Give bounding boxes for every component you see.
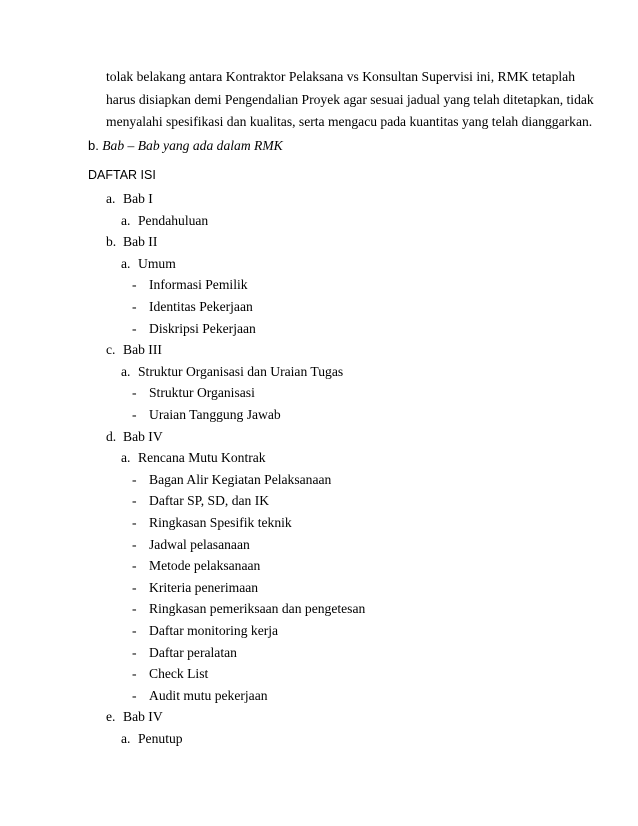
- toc-item-marker: d.: [106, 428, 117, 444]
- toc-item-marker: -: [132, 277, 137, 293]
- section-subheading: [88, 135, 283, 157]
- toc-item-marker: -: [132, 320, 137, 336]
- toc-item-marker: -: [132, 666, 137, 682]
- toc-item-marker: a.: [106, 191, 116, 206]
- paragraph-line: tolak belakang antara Kontraktor Pelaksana vs Konsultan Supervisi ini, RMK tetaplah: [106, 69, 575, 84]
- toc-item: [121, 447, 266, 468]
- toc-item: [132, 534, 250, 555]
- toc-item-marker: -: [132, 687, 137, 703]
- toc-item-marker: e.: [106, 709, 116, 725]
- toc-item-marker: a.: [121, 212, 131, 228]
- toc-item: [132, 555, 260, 576]
- subheading-title: Bab – Bab yang ada dalam RMK: [102, 138, 283, 153]
- toc-item-label: Rencana Mutu Kontrak: [138, 450, 266, 466]
- toc-item-label: Struktur Organisasi: [149, 385, 255, 401]
- toc-item-label: Informasi Pemilik: [149, 277, 248, 293]
- toc-item-marker: -: [132, 558, 137, 574]
- toc-item-marker: -: [132, 385, 137, 401]
- toc-item: [132, 642, 237, 663]
- toc-item: [132, 598, 365, 619]
- toc-item-marker: -: [132, 471, 137, 487]
- toc-item-label: Kriteria penerimaan: [149, 579, 259, 595]
- intro-paragraph: [106, 66, 594, 134]
- toc-item-label: Daftar peralatan: [149, 644, 237, 660]
- toc-item-marker: a.: [121, 255, 131, 271]
- toc-item-label: Bab III: [123, 342, 162, 358]
- toc-item-label: Ringkasan pemeriksaan dan pengetesan: [149, 601, 366, 617]
- toc-item-label: Diskripsi Pekerjaan: [149, 320, 256, 336]
- toc-item: [132, 469, 331, 490]
- toc-item-marker: -: [132, 515, 137, 530]
- toc-item: [132, 382, 255, 403]
- subheading-marker: b.: [88, 138, 99, 153]
- toc-item-marker: a.: [121, 450, 131, 466]
- toc-item: [132, 274, 248, 295]
- toc-item-marker: -: [132, 299, 137, 314]
- toc-item: [106, 426, 163, 447]
- toc-item-label: Struktur Organisasi dan Uraian Tugas: [138, 363, 344, 379]
- toc-item-marker: -: [132, 644, 137, 660]
- toc-item-label: Bab IV: [123, 709, 163, 725]
- toc-item-marker: -: [132, 579, 137, 595]
- toc-item-label: Metode pelaksanaan: [149, 558, 261, 574]
- toc-item: [132, 577, 258, 598]
- toc-item-marker: -: [132, 536, 137, 552]
- toc-item-label: Uraian Tanggung Jawab: [149, 407, 281, 422]
- toc-item-marker: -: [132, 493, 137, 509]
- toc-item-label: Bab II: [123, 234, 158, 250]
- toc-item-marker: a.: [121, 363, 131, 379]
- toc-item-label: Umum: [138, 255, 176, 271]
- toc-item-marker: -: [132, 407, 137, 422]
- toc-item: [106, 339, 162, 360]
- toc-item-marker: -: [132, 601, 137, 617]
- toc-item-label: Bab I: [123, 191, 153, 206]
- toc-item-label: Daftar monitoring kerja: [149, 623, 279, 638]
- toc-item: [106, 231, 157, 252]
- toc-item-label: Pendahuluan: [138, 212, 209, 228]
- toc-item: [132, 318, 256, 339]
- toc-item-marker: b.: [106, 234, 117, 250]
- toc-item-label: Check List: [149, 666, 209, 682]
- toc-item: [132, 512, 292, 533]
- toc-item: [121, 210, 208, 231]
- toc-item-marker: -: [132, 623, 137, 638]
- toc-item: [106, 188, 153, 209]
- toc-item-label: Bab IV: [123, 428, 163, 444]
- toc-item-label: Daftar SP, SD, dan IK: [149, 493, 270, 509]
- toc-item: [132, 490, 269, 511]
- toc-title: DAFTAR ISI: [88, 168, 156, 182]
- toc-item-label: Bagan Alir Kegiatan Pelaksanaan: [149, 471, 332, 487]
- toc-item: [106, 706, 163, 727]
- toc-item: [132, 663, 208, 684]
- toc-item-label: Penutup: [138, 731, 183, 746]
- toc-item: [132, 296, 253, 317]
- toc-item: [121, 361, 343, 382]
- toc-item-label: Ringkasan Spesifik teknik: [149, 515, 292, 530]
- toc-item: [132, 620, 278, 641]
- paragraph-line: harus disiapkan demi Pengendalian Proyek agar sesuai jadual yang telah ditetapkan, tidak: [106, 91, 594, 107]
- toc-item-label: Audit mutu pekerjaan: [149, 687, 268, 703]
- toc-item-marker: c.: [106, 342, 116, 358]
- toc-item-label: Identitas Pekerjaan: [149, 299, 253, 314]
- toc-item-marker: a.: [121, 731, 131, 746]
- toc-item: [121, 253, 176, 274]
- toc-item: [132, 685, 268, 706]
- toc-item: [132, 404, 281, 425]
- toc-item-label: Jadwal pelasanaan: [149, 536, 250, 552]
- paragraph-line: menyalahi spesifikasi dan kualitas, serta mengacu pada kuantitas yang telah dianggarkan.: [106, 114, 593, 129]
- toc-item: [121, 728, 183, 749]
